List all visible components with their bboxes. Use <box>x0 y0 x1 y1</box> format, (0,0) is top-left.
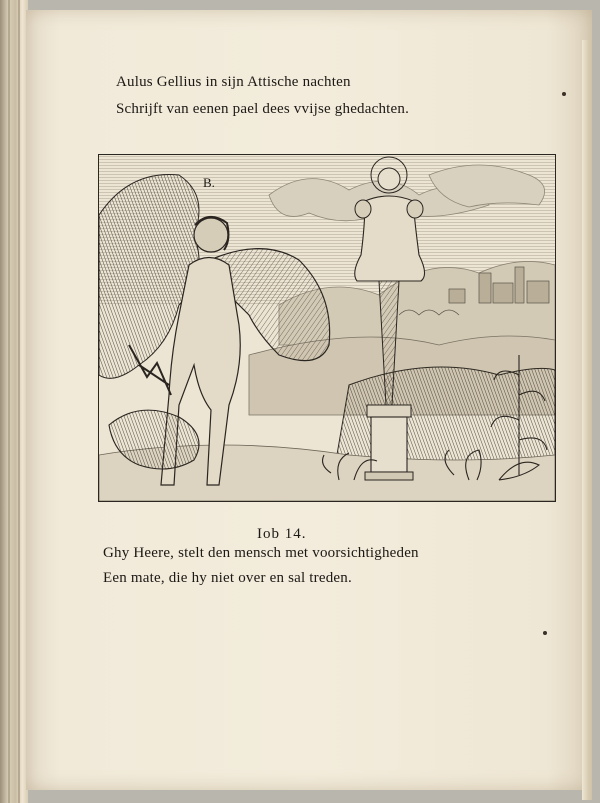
engraving-illustration <box>99 155 555 501</box>
ink-spot <box>543 631 547 635</box>
bottom-caption-line-1: Ghy Heere, stelt den mensch met voorsichtigheden <box>103 545 419 561</box>
plate-mark: B. <box>203 175 215 190</box>
book-binding <box>0 0 28 803</box>
scripture-reference: Iob 14. <box>257 526 307 542</box>
top-caption-line-2: Schrijft van eenen pael dees vvijse ghedachten. <box>116 101 410 117</box>
figure-head <box>194 218 228 252</box>
page-edge <box>582 40 592 800</box>
engraving-plate <box>98 154 556 502</box>
statue-head <box>378 168 400 190</box>
pedestal-cap <box>367 405 411 417</box>
ink-spot <box>562 92 566 96</box>
binding-fold-line <box>18 0 20 803</box>
statue-arm-stump <box>355 200 371 218</box>
top-caption-line-1: Aulus Gellius in sijn Attische nachten <box>116 74 351 90</box>
bottom-caption-line-2: Een mate, die hy niet over en sal treden. <box>103 570 352 586</box>
statue-arm-stump <box>407 200 423 218</box>
pedestal-base <box>365 472 413 480</box>
pedestal <box>371 417 407 472</box>
binding-fold-line <box>8 0 10 803</box>
